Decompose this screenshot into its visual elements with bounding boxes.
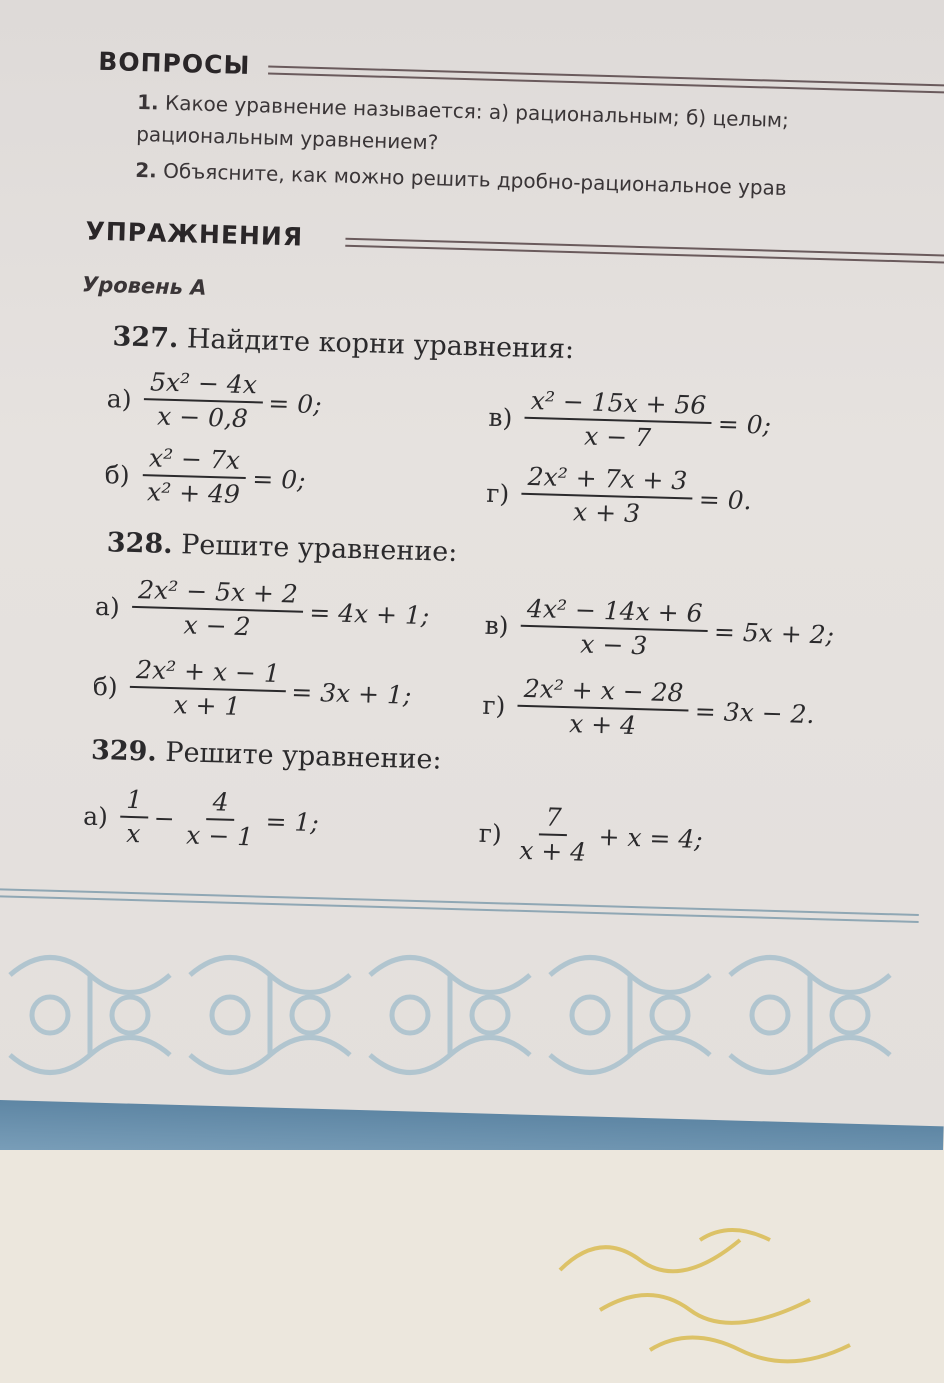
right-side: = 1; (265, 806, 320, 837)
ornament-band (0, 935, 944, 1105)
task-327-g (486, 462, 753, 531)
fraction (520, 463, 693, 530)
item-label: б) (104, 459, 131, 490)
question-2-number: 2. (134, 157, 158, 183)
fraction (180, 787, 261, 851)
fraction (119, 786, 149, 849)
task-327-a (106, 367, 322, 435)
fraction (129, 656, 286, 722)
numerator: 1 (120, 786, 149, 819)
right-side: = 0; (717, 408, 772, 440)
task-329-number: 329. (90, 734, 158, 768)
exercises-rule (345, 238, 944, 264)
denominator: x + 1 (173, 690, 241, 721)
task-327-text: Найдите корни уравнения: (186, 323, 575, 366)
footer-divider-2 (0, 895, 919, 923)
numerator: 5x² − 4x (144, 368, 264, 403)
fraction (524, 387, 713, 454)
denominator: x − 2 (183, 610, 251, 642)
questions-header: ВОПРОСЫ (97, 46, 251, 81)
task-329-g (478, 802, 704, 870)
task-327-number: 327. (112, 321, 179, 355)
question-2 (135, 158, 787, 200)
fraction (513, 803, 594, 867)
denominator: x (125, 818, 141, 849)
item-label: а) (82, 801, 109, 831)
numerator: x² − 7x (142, 444, 246, 479)
task-327-v (488, 386, 772, 456)
right-side: = 0; (268, 388, 323, 419)
question-1-text: Какое уравнение называется: а) рациональным; б) целым; (164, 90, 790, 133)
item-label: г) (482, 690, 506, 720)
task-328-b (92, 655, 412, 726)
item-label: в) (488, 402, 513, 432)
right-side: = 5x + 2; (713, 616, 835, 650)
item-label: а) (94, 591, 121, 622)
denominator: x − 0,8 (156, 401, 249, 434)
fraction (143, 368, 264, 433)
denominator: x − 7 (583, 421, 652, 453)
task-327-title (112, 321, 574, 365)
task-328-a (94, 575, 430, 646)
task-328-title (106, 527, 457, 568)
ornament-motif (10, 958, 170, 1073)
numerator: 2x² + 7x + 3 (521, 463, 693, 500)
minus-sign: − (153, 803, 176, 833)
question-2-text: Объясните, как можно решить дробно-рациональное урав (162, 158, 788, 201)
task-327-b (104, 443, 306, 511)
numerator: x² − 15x + 56 (524, 387, 712, 424)
fraction (516, 675, 689, 742)
right-side: + x = 4; (598, 821, 704, 854)
numerator: 4x² − 14x + 6 (521, 595, 709, 632)
denominator: x + 3 (572, 497, 641, 529)
item-label: б) (92, 671, 119, 702)
right-side: = 3x + 1; (290, 676, 412, 710)
task-328-g (482, 674, 816, 745)
numerator: 2x² + x − 1 (130, 656, 287, 692)
numerator: 7 (539, 803, 568, 836)
question-1-number: 1. (136, 89, 160, 115)
right-side: = 0. (698, 484, 752, 515)
numerator: 2x² + x − 28 (517, 675, 689, 712)
denominator: x − 3 (579, 629, 648, 661)
footer-divider (0, 888, 919, 916)
numerator: 2x² − 5x + 2 (132, 576, 304, 613)
item-label: а) (106, 383, 132, 414)
numerator: 4 (206, 788, 235, 821)
exercises-header: УПРАЖНЕНИЯ (85, 216, 304, 252)
level-label: Уровень А (81, 272, 207, 300)
tablecloth-background (0, 1150, 944, 1383)
fraction (141, 444, 247, 509)
denominator: x − 1 (185, 820, 254, 852)
task-329-a (82, 785, 319, 854)
task-329-title (91, 735, 442, 776)
right-side: = 3x − 2. (694, 696, 815, 729)
right-side: = 0; (251, 463, 306, 495)
denominator: x + 4 (568, 709, 637, 741)
question-1-continued: рациональным уравнением? (135, 121, 439, 155)
right-side: = 4x + 1; (308, 597, 430, 630)
task-328-v (484, 594, 835, 666)
task-329-text: Решите уравнение: (164, 736, 442, 776)
questions-rule (268, 66, 944, 94)
item-label: г) (486, 478, 510, 508)
item-label: в) (484, 610, 509, 640)
task-328-number: 328. (106, 527, 174, 561)
denominator: x + 4 (518, 835, 587, 867)
item-label: г) (478, 818, 503, 848)
fraction (131, 576, 304, 643)
task-328-text: Решите уравнение: (180, 529, 458, 568)
fraction (520, 595, 709, 662)
denominator: x² + 49 (146, 477, 241, 509)
